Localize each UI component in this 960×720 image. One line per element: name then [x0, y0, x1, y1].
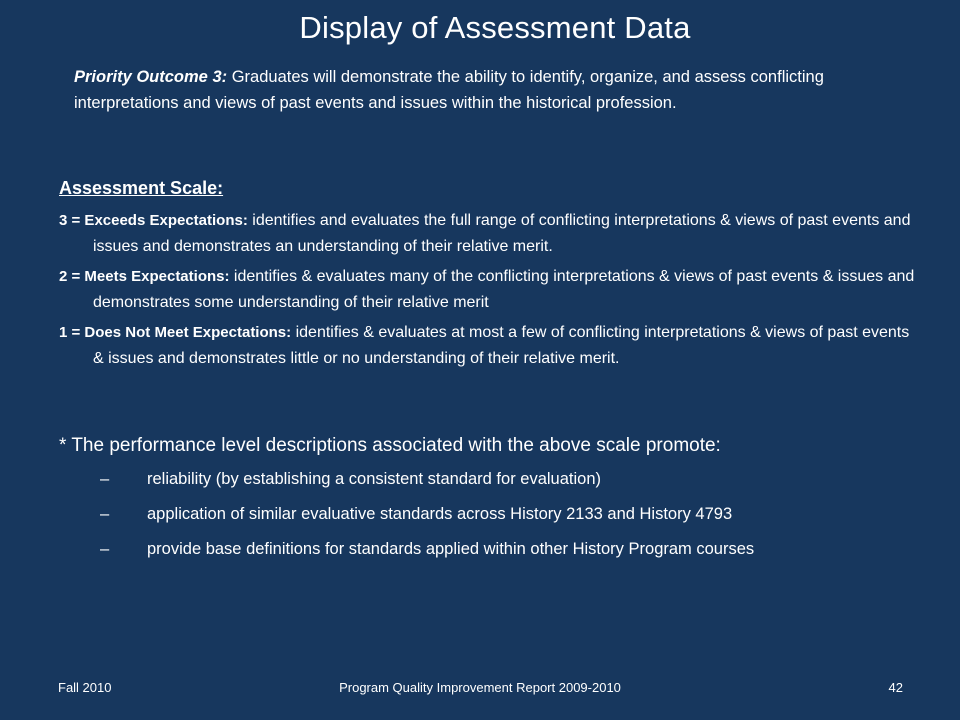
dash-bullet: –	[100, 470, 110, 488]
footer-date: Fall 2010	[58, 680, 112, 695]
slide-number: 42	[888, 680, 903, 695]
priority-outcome	[74, 64, 904, 116]
scale-level-3	[59, 208, 919, 260]
performance-note: * The performance level descriptions associated with the above scale promote:	[59, 435, 721, 456]
list-item	[100, 536, 920, 562]
scale-level-text: identifies and evaluates the full range of conflicting interpretations & views of past events and issues and demonstrates an understanding of their relative merit.	[93, 212, 911, 255]
scale-level-text: identifies & evaluates many of the conflicting interpretations & views of past events & issues and demonstrates some understanding of their relative merit	[93, 268, 915, 311]
list-item-text: application of similar evaluative standards across History 2133 and History 4793	[147, 505, 733, 523]
priority-outcome-text: Graduates will demonstrate the ability to identify, organize, and assess conflicting interpretations and views of past events and issues within the historical profession.	[74, 68, 824, 112]
priority-outcome-label: Priority Outcome 3:	[74, 68, 228, 86]
scale-level-label: 2 = Meets Expectations:	[59, 268, 230, 285]
scale-level-1	[59, 320, 919, 372]
scale-level-label: 3 = Exceeds Expectations:	[59, 212, 248, 229]
list-item-text: provide base definitions for standards applied within other History Program courses	[147, 540, 755, 558]
scale-level-text: identifies & evaluates at most a few of conflicting interpretations & views of past events & issues and demonstrates little or no understanding of their relative merit.	[93, 324, 910, 367]
dash-bullet: –	[100, 505, 110, 523]
footer-report-title: Program Quality Improvement Report 2009-2010	[339, 680, 621, 695]
promote-list	[100, 466, 920, 571]
list-item	[100, 466, 920, 492]
scale-level-2	[59, 264, 919, 316]
scale-level-label: 1 = Does Not Meet Expectations:	[59, 324, 292, 341]
list-item	[100, 501, 920, 527]
slide-title: Display of Assessment Data	[299, 10, 691, 45]
assessment-scale	[59, 176, 919, 376]
dash-bullet: –	[100, 540, 110, 558]
list-item-text: reliability (by establishing a consistent standard for evaluation)	[147, 470, 601, 488]
assessment-scale-heading: Assessment Scale:	[59, 178, 224, 198]
slide-footer	[0, 678, 960, 698]
